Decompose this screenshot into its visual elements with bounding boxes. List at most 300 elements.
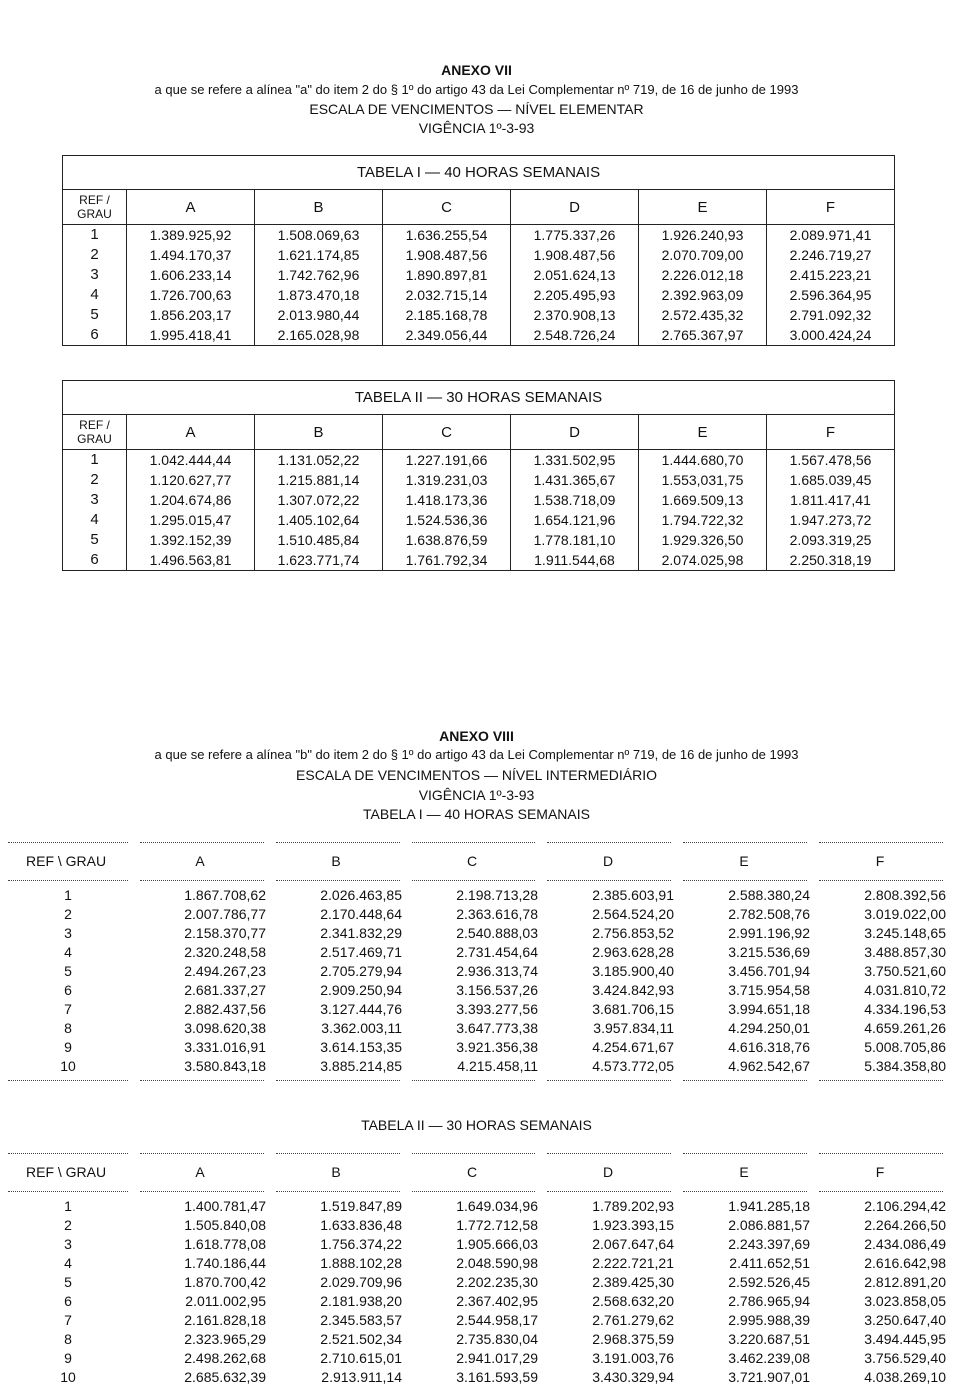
value-cell: 2.756.853,52 [592, 925, 674, 941]
value-cell: 1.392.152,39 [127, 530, 255, 550]
value-cell: 2.548.726,24 [511, 325, 639, 346]
ref-cell: 2 [63, 245, 127, 265]
ref-cell: 2 [63, 470, 127, 490]
value-cell: 2.222.721,21 [592, 1255, 674, 1271]
table-row [2, 1057, 949, 1076]
value-cell: 3.715.954,58 [728, 982, 810, 998]
table-row [2, 1368, 949, 1387]
value-cell: 2.051.624,13 [511, 265, 639, 285]
table-row [2, 1197, 949, 1216]
value-cell: 2.415.223,21 [767, 265, 895, 285]
value-cell: 5.384.358,80 [864, 1058, 946, 1074]
ref-cell: 8 [64, 1020, 72, 1036]
value-cell: 2.968.375,59 [592, 1331, 674, 1347]
value-cell: 4.573.772,05 [592, 1058, 674, 1074]
value-cell: 2.963.628,28 [592, 944, 674, 960]
table-row [63, 530, 895, 550]
value-cell: 1.519.847,89 [320, 1198, 402, 1214]
value-cell: 2.029.709,96 [320, 1274, 402, 1290]
value-cell: 2.765.367,97 [639, 325, 767, 346]
value-cell: 2.205.495,93 [511, 285, 639, 305]
value-cell: 2.995.988,39 [728, 1312, 810, 1328]
ref-cell: 6 [63, 550, 127, 571]
value-cell: 2.710.615,01 [320, 1350, 402, 1366]
value-cell: 1.911.544,68 [511, 550, 639, 571]
value-cell: 1.618.778,08 [184, 1236, 266, 1252]
value-cell: 1.319.231,03 [383, 470, 511, 490]
value-cell: 2.540.888,03 [456, 925, 538, 941]
value-cell: 2.782.508,76 [728, 906, 810, 922]
value-cell: 1.778.181,10 [511, 530, 639, 550]
ref-cell: 5 [64, 1274, 72, 1290]
value-cell: 1.636.255,54 [383, 225, 511, 246]
value-cell: 2.363.616,78 [456, 906, 538, 922]
ref-cell: 8 [64, 1331, 72, 1347]
value-cell: 2.345.583,57 [320, 1312, 402, 1328]
value-cell: 1.538.718,09 [511, 490, 639, 510]
table-row [63, 265, 895, 285]
value-cell: 2.158.370,77 [184, 925, 266, 941]
value-cell: 3.462.239,08 [728, 1350, 810, 1366]
value-cell: 1.496.563,81 [127, 550, 255, 571]
value-cell: 3.580.843,18 [184, 1058, 266, 1074]
value-cell: 3.250.647,40 [864, 1312, 946, 1328]
value-cell: 3.957.834,11 [593, 1020, 674, 1036]
value-cell: 1.131.052,22 [255, 450, 383, 471]
value-cell: 2.389.425,30 [592, 1274, 674, 1290]
value-cell: 1.204.674,86 [127, 490, 255, 510]
table-row [2, 1038, 949, 1057]
value-cell: 3.000.424,24 [767, 325, 895, 346]
value-cell: 1.926.240,93 [639, 225, 767, 246]
value-cell: 3.019.022,00 [864, 906, 946, 922]
column-header-a: A [127, 190, 255, 225]
value-cell: 1.042.444,44 [127, 450, 255, 471]
value-cell: 2.411.652,51 [729, 1255, 810, 1271]
ref-cell: 7 [64, 1001, 72, 1017]
ref-cell: 1 [64, 887, 72, 903]
value-cell: 2.370.908,13 [511, 305, 639, 325]
value-cell: 3.994.651,18 [728, 1001, 810, 1017]
value-cell: 3.220.687,51 [728, 1331, 810, 1347]
value-cell: 2.434.086,49 [864, 1236, 946, 1252]
value-cell: 2.596.364,95 [767, 285, 895, 305]
value-cell: 1.606.233,14 [127, 265, 255, 285]
value-cell: 1.431.365,67 [511, 470, 639, 490]
value-cell: 2.913.911,14 [321, 1369, 402, 1385]
value-cell: 2.367.402,95 [456, 1293, 538, 1309]
value-cell: 1.685.039,45 [767, 470, 895, 490]
column-header-b: B [331, 1164, 341, 1180]
column-header-d: D [511, 415, 639, 450]
value-cell: 1.553,031,75 [639, 470, 767, 490]
value-cell: 1.905.666,03 [456, 1236, 538, 1252]
value-cell: 1.418.173,36 [383, 490, 511, 510]
anexo8-tabela-1-caption: TABELA I — 40 HORAS SEMANAIS [363, 806, 590, 822]
value-cell: 3.023.858,05 [864, 1293, 946, 1309]
ref-cell: 9 [64, 1039, 72, 1055]
value-cell: 4.616.318,76 [728, 1039, 810, 1055]
value-cell: 2.165.028,98 [255, 325, 383, 346]
table-row [2, 1019, 949, 1038]
value-cell: 1.811.417,41 [767, 490, 895, 510]
value-cell: 1.669.509,13 [639, 490, 767, 510]
value-cell: 3.393.277,56 [456, 1001, 538, 1017]
value-cell: 3.215.536,69 [728, 944, 810, 960]
ref-cell: 7 [64, 1312, 72, 1328]
column-header-d: D [511, 190, 639, 225]
value-cell: 2.791.092,32 [767, 305, 895, 325]
ref-cell: 6 [63, 325, 127, 346]
value-cell: 2.323.965,29 [184, 1331, 266, 1347]
anexo7-vigencia: VIGÊNCIA 1º-3-93 [418, 120, 535, 136]
value-cell: 2.494.267,23 [184, 963, 266, 979]
ref-cell: 4 [64, 1255, 72, 1271]
table-row [63, 470, 895, 490]
table-row [63, 225, 895, 246]
value-cell: 3.362.003,11 [321, 1020, 402, 1036]
ref-cell: 5 [64, 963, 72, 979]
ref-grau-header: REF / GRAU [63, 415, 127, 450]
value-cell: 2.991.196,92 [728, 925, 810, 941]
value-cell: 2.681.337,27 [184, 982, 266, 998]
value-cell: 1.400.781,47 [184, 1198, 266, 1214]
column-header-e: E [639, 415, 767, 450]
value-cell: 1.215.881,14 [255, 470, 383, 490]
ref-cell: 5 [63, 530, 127, 550]
ref-cell: 6 [64, 1293, 72, 1309]
table-row [63, 490, 895, 510]
value-cell: 2.735.830,04 [456, 1331, 538, 1347]
value-cell: 2.185.168,78 [383, 305, 511, 325]
value-cell: 2.181.938,20 [320, 1293, 402, 1309]
value-cell: 2.572.435,32 [639, 305, 767, 325]
value-cell: 1.621.174,85 [255, 245, 383, 265]
value-cell: 1.331.502,95 [511, 450, 639, 471]
ref-cell: 2 [64, 906, 72, 922]
value-cell: 2.026.463,85 [320, 887, 402, 903]
table-row [63, 325, 895, 346]
value-cell: 2.067.647,64 [592, 1236, 674, 1252]
value-cell: 1.888.102,28 [320, 1255, 402, 1271]
value-cell: 1.870.700,42 [184, 1274, 266, 1290]
value-cell: 1.794.722,32 [639, 510, 767, 530]
value-cell: 1.756.374,22 [320, 1236, 402, 1252]
value-cell: 1.867.708,62 [184, 887, 266, 903]
table-row [2, 924, 949, 943]
ref-cell: 10 [60, 1058, 76, 1074]
ref-cell: 10 [60, 1369, 76, 1385]
value-cell: 2.093.319,25 [767, 530, 895, 550]
value-cell: 2.385.603,91 [592, 887, 674, 903]
value-cell: 3.721.907,01 [728, 1369, 810, 1385]
ref-grau-header: REF \ GRAU [26, 1164, 107, 1180]
value-cell: 4.659.261,26 [864, 1020, 946, 1036]
table-row [2, 1292, 949, 1311]
value-cell: 1.654.121,96 [511, 510, 639, 530]
value-cell: 2.106.294,42 [864, 1198, 946, 1214]
value-cell: 3.424.842,93 [592, 982, 674, 998]
ref-cell: 3 [64, 1236, 72, 1252]
column-header-c: C [383, 190, 511, 225]
table-row [63, 285, 895, 305]
ref-cell: 9 [64, 1350, 72, 1366]
table-caption: TABELA I — 40 HORAS SEMANAIS [63, 156, 895, 190]
value-cell: 2.198.713,28 [456, 887, 538, 903]
value-cell: 1.524.536,36 [383, 510, 511, 530]
value-cell: 3.681.706,15 [592, 1001, 674, 1017]
value-cell: 1.508.069,63 [255, 225, 383, 246]
value-cell: 2.761.279,62 [592, 1312, 674, 1328]
ref-cell: 1 [63, 450, 127, 471]
anexo8-title: ANEXO VIII [439, 728, 514, 744]
column-header-f: F [875, 853, 885, 869]
value-cell: 1.929.326,50 [639, 530, 767, 550]
ref-cell: 1 [63, 225, 127, 246]
column-header-e: E [739, 853, 749, 869]
value-cell: 2.250.318,19 [767, 550, 895, 571]
value-cell: 1.789.202,93 [592, 1198, 674, 1214]
ref-cell: 1 [64, 1198, 72, 1214]
value-cell: 2.592.526,45 [728, 1274, 810, 1290]
value-cell: 2.048.590,98 [456, 1255, 538, 1271]
table-row [2, 1311, 949, 1330]
value-cell: 1.873.470,18 [255, 285, 383, 305]
value-cell: 4.294.250,01 [728, 1020, 810, 1036]
value-cell: 3.430.329,94 [592, 1369, 674, 1385]
value-cell: 1.510.485,84 [255, 530, 383, 550]
table-row [63, 550, 895, 571]
value-cell: 2.564.524,20 [592, 906, 674, 922]
value-cell: 2.264.266,50 [864, 1217, 946, 1233]
anexo8-vigencia: VIGÊNCIA 1º-3-93 [418, 787, 535, 803]
value-cell: 3.494.445,95 [864, 1331, 946, 1347]
value-cell: 1.120.627,77 [127, 470, 255, 490]
column-header-c: C [466, 853, 478, 869]
value-cell: 2.392.963,09 [639, 285, 767, 305]
column-header-f: F [767, 190, 895, 225]
value-cell: 3.750.521,60 [864, 963, 946, 979]
value-cell: 2.320.248,58 [184, 944, 266, 960]
value-cell: 4.038.269,10 [864, 1369, 946, 1385]
ref-cell: 4 [63, 510, 127, 530]
value-cell: 1.649.034,96 [456, 1198, 538, 1214]
value-cell: 2.498.262,68 [184, 1350, 266, 1366]
value-cell: 2.517.469,71 [320, 944, 402, 960]
ref-cell: 4 [64, 944, 72, 960]
value-cell: 2.011.002,95 [185, 1293, 266, 1309]
column-header-c: C [383, 415, 511, 450]
value-cell: 2.616.642,98 [864, 1255, 946, 1271]
value-cell: 1.947.273,72 [767, 510, 895, 530]
column-header-d: D [602, 1164, 614, 1180]
anexo7-title: ANEXO VII [441, 62, 512, 78]
ref-cell: 3 [63, 490, 127, 510]
anexo7-subtitle: a que se refere a alínea "a" do item 2 do § 1º do artigo 43 da Lei Complementar nº 719, de 16 de junho de 1993 [154, 82, 799, 97]
value-cell: 1.444.680,70 [639, 450, 767, 471]
value-cell: 2.202.235,30 [456, 1274, 538, 1290]
column-header-b: B [331, 853, 341, 869]
anexo8-subtitle: a que se refere a alínea "b" do item 2 do § 1º do artigo 43 da Lei Complementar nº 719, de 16 de junho de 1993 [154, 747, 799, 762]
table-row [2, 1216, 949, 1235]
table-row [63, 450, 895, 471]
anexo8-tabela-2 [2, 1153, 949, 1387]
value-cell: 1.405.102,64 [255, 510, 383, 530]
table-row [2, 1273, 949, 1292]
table-row [2, 1000, 949, 1019]
value-cell: 3.245.148,65 [864, 925, 946, 941]
value-cell: 2.161.828,18 [184, 1312, 266, 1328]
value-cell: 1.623.771,74 [255, 550, 383, 571]
value-cell: 3.098.620,38 [184, 1020, 266, 1036]
value-cell: 3.331.016,91 [184, 1039, 266, 1055]
value-cell: 1.941.285,18 [728, 1198, 810, 1214]
value-cell: 2.070.709,00 [639, 245, 767, 265]
value-cell: 4.962.542,67 [728, 1058, 810, 1074]
value-cell: 1.633.836,48 [320, 1217, 402, 1233]
value-cell: 2.544.958,17 [456, 1312, 538, 1328]
value-cell: 1.494.170,37 [127, 245, 255, 265]
value-cell: 1.856.203,17 [127, 305, 255, 325]
value-cell: 1.923.393,15 [592, 1217, 674, 1233]
value-cell: 4.254.671,67 [592, 1039, 674, 1055]
column-header-d: D [602, 853, 614, 869]
value-cell: 1.742.762,96 [255, 265, 383, 285]
column-header-f: F [875, 1164, 885, 1180]
value-cell: 4.215.458,11 [457, 1058, 538, 1074]
value-cell: 1.567.478,56 [767, 450, 895, 471]
value-cell: 2.089.971,41 [767, 225, 895, 246]
table-row [63, 245, 895, 265]
value-cell: 2.521.502,34 [320, 1331, 402, 1347]
table-row [2, 1349, 949, 1368]
value-cell: 2.936.313,74 [456, 963, 538, 979]
value-cell: 4.334.196,53 [864, 1001, 946, 1017]
column-header-a: A [127, 415, 255, 450]
ref-grau-header: REF / GRAU [63, 190, 127, 225]
value-cell: 2.568.632,20 [592, 1293, 674, 1309]
column-header-f: F [767, 415, 895, 450]
value-cell: 3.756.529,40 [864, 1350, 946, 1366]
value-cell: 2.243.397,69 [728, 1236, 810, 1252]
value-cell: 2.074.025,98 [639, 550, 767, 571]
value-cell: 2.588.380,24 [728, 887, 810, 903]
value-cell: 2.007.786,77 [184, 906, 266, 922]
column-header-a: A [195, 853, 205, 869]
value-cell: 2.909.250,94 [320, 982, 402, 998]
value-cell: 2.170.448,64 [320, 906, 402, 922]
column-header-b: B [255, 415, 383, 450]
value-cell: 1.908.487,56 [383, 245, 511, 265]
value-cell: 1.761.792,34 [383, 550, 511, 571]
value-cell: 2.685.632,39 [184, 1369, 266, 1385]
value-cell: 3.885.214,85 [320, 1058, 402, 1074]
value-cell: 1.505.840,08 [184, 1217, 266, 1233]
ref-cell: 6 [64, 982, 72, 998]
value-cell: 1.227.191,66 [383, 450, 511, 471]
value-cell: 3.185.900,40 [592, 963, 674, 979]
anexo8-tabela-1 [2, 842, 949, 1080]
value-cell: 3.191.003,76 [592, 1350, 674, 1366]
table-row [2, 1235, 949, 1254]
table-row [63, 305, 895, 325]
value-cell: 2.226.012,18 [639, 265, 767, 285]
anexo7-escala: ESCALA DE VENCIMENTOS — NÍVEL ELEMENTAR [309, 101, 644, 117]
column-header-e: E [739, 1164, 749, 1180]
value-cell: 2.882.437,56 [184, 1001, 266, 1017]
anexo8-tabela-2-caption: TABELA II — 30 HORAS SEMANAIS [361, 1117, 592, 1133]
value-cell: 2.941.017,29 [456, 1350, 538, 1366]
value-cell: 5.008.705,86 [864, 1039, 946, 1055]
column-header-e: E [639, 190, 767, 225]
value-cell: 1.775.337,26 [511, 225, 639, 246]
value-cell: 1.726.700,63 [127, 285, 255, 305]
value-cell: 1.772.712,58 [456, 1217, 538, 1233]
table-row [2, 1330, 949, 1349]
ref-cell: 2 [64, 1217, 72, 1233]
value-cell: 2.341.832,29 [320, 925, 402, 941]
ref-cell: 4 [63, 285, 127, 305]
column-header-b: B [255, 190, 383, 225]
table-row [2, 962, 949, 981]
value-cell: 3.647.773,38 [456, 1020, 538, 1036]
anexo7-tabela-1 [62, 155, 895, 346]
table-row [2, 1254, 949, 1273]
value-cell: 3.156.537,26 [456, 982, 538, 998]
value-cell: 3.456.701,94 [728, 963, 810, 979]
value-cell: 2.812.891,20 [864, 1274, 946, 1290]
value-cell: 4.031.810,72 [864, 982, 946, 998]
ref-cell: 3 [64, 925, 72, 941]
table-row [2, 905, 949, 924]
table-row [2, 886, 949, 905]
table-row [2, 981, 949, 1000]
ref-cell: 5 [63, 305, 127, 325]
value-cell: 3.161.593,59 [456, 1369, 538, 1385]
value-cell: 2.013.980,44 [255, 305, 383, 325]
value-cell: 1.389.925,92 [127, 225, 255, 246]
value-cell: 3.614.153,35 [320, 1039, 402, 1055]
value-cell: 2.349.056,44 [383, 325, 511, 346]
value-cell: 2.731.454,64 [456, 944, 538, 960]
table-row [63, 510, 895, 530]
value-cell: 2.808.392,56 [864, 887, 946, 903]
value-cell: 2.246.719,27 [767, 245, 895, 265]
value-cell: 2.786.965,94 [728, 1293, 810, 1309]
value-cell: 2.086.881,57 [728, 1217, 810, 1233]
table-row [2, 943, 949, 962]
value-cell: 1.307.072,22 [255, 490, 383, 510]
table-caption: TABELA II — 30 HORAS SEMANAIS [63, 381, 895, 415]
value-cell: 3.921.356,38 [456, 1039, 538, 1055]
ref-cell: 3 [63, 265, 127, 285]
value-cell: 1.740.186,44 [184, 1255, 266, 1271]
value-cell: 1.995.418,41 [127, 325, 255, 346]
value-cell: 1.890.897,81 [383, 265, 511, 285]
column-header-c: C [466, 1164, 478, 1180]
value-cell: 1.908.487,56 [511, 245, 639, 265]
column-header-a: A [195, 1164, 205, 1180]
value-cell: 2.032.715,14 [383, 285, 511, 305]
value-cell: 1.295.015,47 [127, 510, 255, 530]
value-cell: 1.638.876,59 [383, 530, 511, 550]
value-cell: 3.127.444,76 [320, 1001, 402, 1017]
anexo8-escala: ESCALA DE VENCIMENTOS — NÍVEL INTERMEDIÁRIO [296, 767, 657, 783]
anexo7-tabela-2 [62, 380, 895, 571]
value-cell: 2.705.279,94 [320, 963, 402, 979]
ref-grau-header: REF \ GRAU [26, 853, 107, 869]
value-cell: 3.488.857,30 [864, 944, 946, 960]
